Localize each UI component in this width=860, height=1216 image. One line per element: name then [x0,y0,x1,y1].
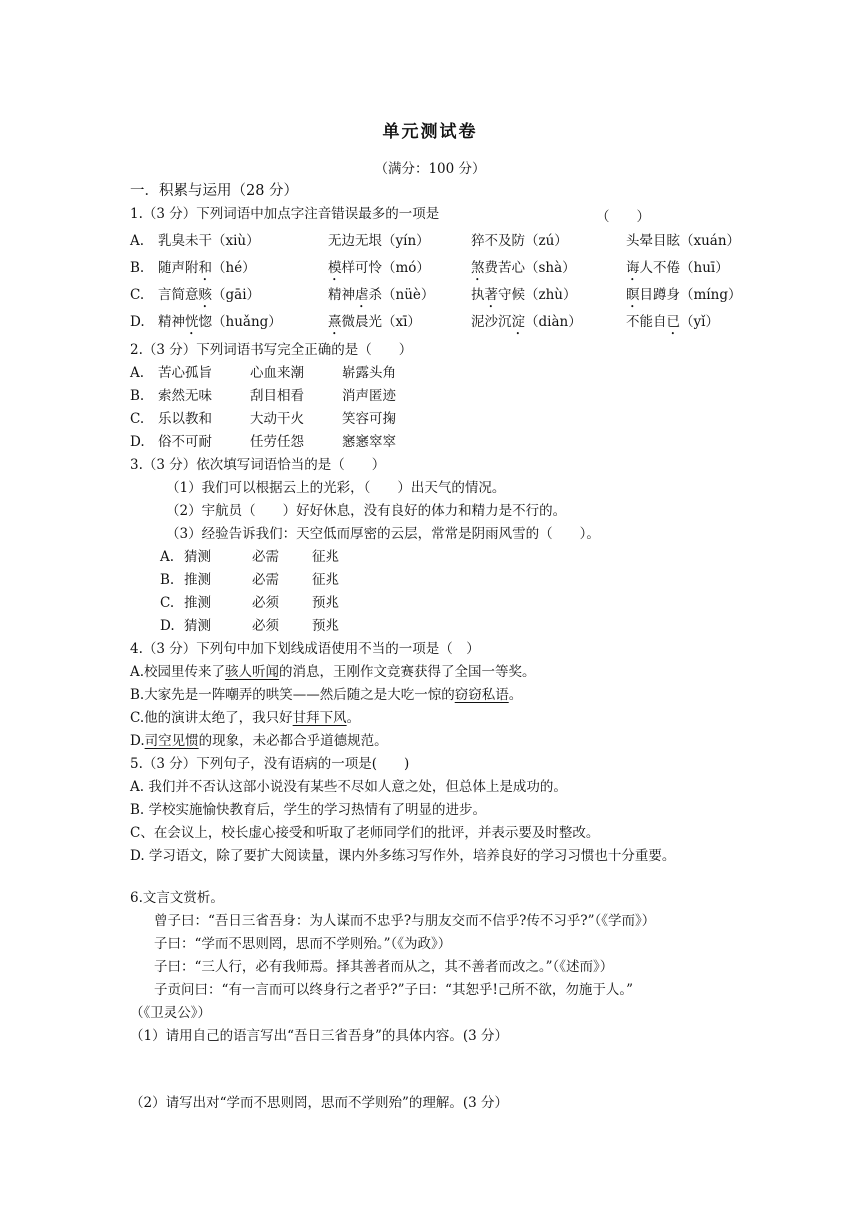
q5-option-b: B. 学校实施愉快教育后，学生的学习热情有了明显的进步。 [130,802,487,818]
q1-a-item4: 头晕目眩（xuán） [626,233,741,249]
q1-b-item1: 随声附和（hé） [158,260,256,276]
q5-stem: 5.（3 分）下列句子，没有语病的一项是( ) [130,756,410,772]
q6-passage-4: 子贡问曰：“有一言而可以终身行之者乎?”子曰：“其恕乎!己所不欲，勿施于人。” [154,982,634,998]
q5-option-d: D. 学习语文，除了要扩大阅读量，课内外多练习写作外，培养良好的学习习惯也十分重要。 [130,848,676,864]
page-subtitle: （满分：100 分） [374,161,486,177]
q6-passage-4-source: （《卫灵公》） [130,1005,211,1021]
q6-sub-question-2: （2）请写出对“学而不思则罔，思而不学则殆”的理解。(3 分） [130,1095,509,1111]
q1-stem: 1.（3 分）下列词语中加点字注音错误最多的一项是 [130,206,440,222]
q6-passage-3: 子曰：“三人行，必有我师焉。择其善者而从之，其不善者而改之。”（《述而》） [154,959,614,975]
q1-d-item4: 不能自已（yǐ） [626,314,719,330]
q1-c-item1: 言简意赅（gāi） [158,287,261,303]
q2-option-d: D. 俗不可耐 任劳任怨 窸窸窣窣 [130,434,396,450]
q1-c-item4: 瞑目蹲身（míng） [626,287,742,303]
q4-option-a: A.校园里传来了骇人听闻的消息，王刚作文竞赛获得了全国一等奖。 [130,664,536,680]
q1-d-item1: 精神恍惚（huǎng） [158,314,282,330]
q3-stem: 3.（3 分）依次填写词语恰当的是（ ） [130,457,386,473]
q2-option-b: B. 索然无味 刮目相看 消声匿迹 [130,388,396,404]
q1-d-item2: 熹微晨光（xī） [328,314,421,330]
q3-option-d: D. 猜测 必须 预兆 [160,618,339,634]
q4-stem: 4.（3 分）下列句中加下划线成语使用不当的一项是（ ） [130,641,480,657]
q4-option-c: C.他的演讲太绝了，我只好甘拜下风。 [130,710,361,726]
q6-stem: 6.文言文赏析。 [130,890,224,906]
q1-b-item4: 诲人不倦（huī） [626,260,729,276]
q1-c-item3: 执著守候（zhù） [471,287,577,303]
q3-sentence-2: （2）宇航员（ ）好好休息，没有良好的体力和精力是不行的。 [166,503,567,519]
q1-option-a: A. 乳臭未干（xiù） 无边无垠（yín） 猝不及防（zú） 头晕目眩（xuán） [130,233,741,249]
section-heading: 一．积累与运用（28 分） [130,183,299,199]
q3-option-c: C. 推测 必须 预兆 [160,595,339,611]
q1-option-c: C. 言简意赅（gāi） 精神虐杀（nüè） 执著守候（zhù） 瞑目蹲身（míng） [130,286,741,311]
q4-option-b: B.大家先是一阵嘲弄的哄笑——然后随之是大吃一惊的窃窃私语。 [130,687,523,703]
q4-option-d: D.司空见惯的现象，未必都合乎道德规范。 [130,733,388,749]
q1-d-item3: 泥沙沉淀（diàn） [471,314,582,330]
q2-stem: 2.（3 分）下列词语书写完全正确的是（ ） [130,342,413,358]
q1-a-item1: 乳臭未干（xiù） [158,233,260,249]
q6-sub-question-1: （1）请用自己的语言写出“吾日三省吾身”的具体内容。(3 分） [130,1028,509,1044]
q3-option-a: A. 猜测 必需 征兆 [160,549,339,565]
q1-a-item3: 猝不及防（zú） [471,233,568,249]
q1-option-d: D. 精神恍惚（huǎng） 熹微晨光（xī） 泥沙沉淀（diàn） 不能自已（yǐ） [130,313,719,338]
q1-option-b: B. 随声附和（hé） 模样可怜（mó） 煞费苦心（shà） 诲人不倦（huī） [130,259,729,284]
q1-b-item3: 煞费苦心（shà） [471,260,576,276]
q6-passage-2: 子曰：“学而不思则罔，思而不学则殆。”（《为政》） [154,936,452,952]
q5-option-a: A. 我们并不否认这部小说没有某些不尽如人意之处，但总体上是成功的。 [130,779,567,795]
q1-a-item2: 无边无垠（yín） [328,233,430,249]
q1-blank: （ ） [596,209,650,225]
q2-option-a: A. 苦心孤旨 心血来潮 崭露头角 [130,365,396,381]
q3-option-b: B. 推测 必需 征兆 [160,572,339,588]
q5-option-c: C、在会议上，校长虚心接受和听取了老师同学们的批评，并表示要及时整改。 [130,825,600,841]
q6-passage-1: 曾子曰：“吾日三省吾身：为人谋而不忠乎?与朋友交而不信乎?传不习乎?”（《学而》） [154,913,656,929]
q3-sentence-1: （1）我们可以根据云上的光彩，（ ）出天气的情况。 [166,480,506,496]
page-title: 单元测试卷 [382,122,478,142]
q1-b-item2: 模样可怜（mó） [328,260,430,276]
q3-sentence-3: （3）经验告诉我们：天空低而厚密的云层，常常是阴雨风雪的（ ）。 [166,526,600,542]
q1-c-item2: 精神虐杀（nüè） [328,287,435,303]
q2-option-c: C. 乐以教和 大动干火 笑容可掬 [130,411,396,427]
